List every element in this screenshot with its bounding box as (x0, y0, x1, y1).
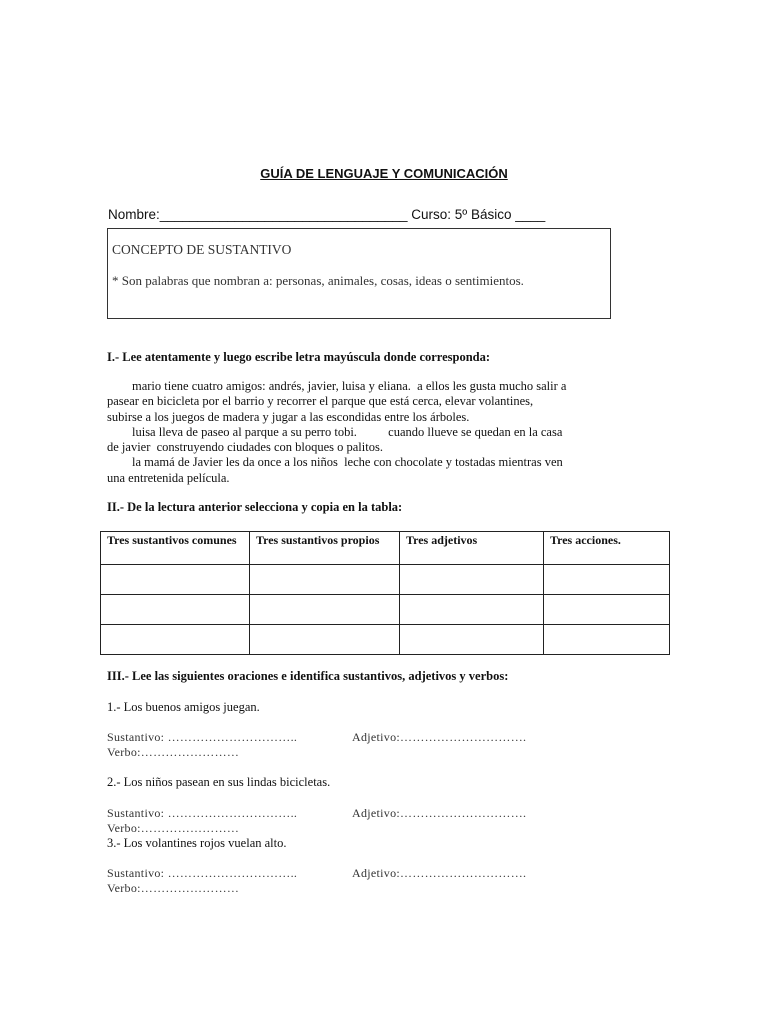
table-cell[interactable] (400, 625, 544, 655)
section1-heading: I.- Lee atentamente y luego escribe letra mayúscula donde corresponda: (107, 350, 491, 364)
reading-line: de javier construyendo ciudades con bloques o palitos. (107, 440, 383, 455)
table-header-cell: Tres sustantivos comunes (101, 532, 250, 565)
table-cell[interactable] (101, 565, 250, 595)
table-header-cell: Tres acciones. (544, 532, 670, 565)
reading-line: subirse a los juegos de madera y jugar a las escondidas entre los árboles. (107, 409, 470, 424)
verbo-answer-2[interactable]: Verbo:…………………… (107, 821, 240, 835)
reading-line: mario tiene cuatro amigos: andrés, javier, luisa y eliana. a ellos les gusta mucho salir a (107, 379, 567, 393)
reading-line: pasear en bicicleta por el barrio y recorrer el parque que está cerca, elevar volantines, (107, 394, 534, 409)
exercise-sentence-2: 2.- Los niños pasean en sus lindas bicicletas. (107, 775, 331, 789)
exercise-sentence-3: 3.- Los volantines rojos vuelan alto. (107, 836, 287, 850)
sustantivo-answer-1[interactable]: Sustantivo: ………………………….. (107, 730, 298, 744)
adjetivo-answer-1[interactable]: Adjetivo:…………………………. (352, 730, 527, 744)
table-row (101, 565, 670, 595)
concept-definition: * Son palabras que nombran a: personas, animales, cosas, ideas o sentimientos. (112, 273, 524, 288)
section3-heading: III.- Lee las siguientes oraciones e identifica sustantivos, adjetivos y verbos: (107, 669, 509, 683)
sustantivo-answer-2[interactable]: Sustantivo: ………………………….. (107, 806, 298, 820)
table-row (101, 625, 670, 655)
table-header-row (101, 532, 670, 565)
sustantivo-answer-3[interactable]: Sustantivo: ………………………….. (107, 866, 298, 880)
table-cell[interactable] (544, 565, 670, 595)
table-cell[interactable] (101, 595, 250, 625)
adjetivo-answer-2[interactable]: Adjetivo:…………………………. (352, 806, 527, 820)
table-cell[interactable] (544, 595, 670, 625)
reading-line: la mamá de Javier les da once a los niños leche con chocolate y tostadas mientras ven (107, 455, 563, 470)
table-row (101, 595, 670, 625)
table-cell[interactable] (250, 565, 400, 595)
adjetivo-answer-3[interactable]: Adjetivo:…………………………. (352, 866, 527, 880)
reading-line: luisa lleva de paseo al parque a su perro tobi. cuando llueve se quedan en la casa (107, 424, 563, 439)
reading-passage (107, 379, 667, 486)
table-header-cell: Tres sustantivos propios (250, 532, 400, 565)
verbo-answer-1[interactable]: Verbo:…………………… (107, 745, 240, 759)
table-cell[interactable] (400, 595, 544, 625)
page-title: GUÍA DE LENGUAJE Y COMUNICACIÓN (260, 166, 508, 181)
answer-table (100, 531, 670, 655)
exercise-sentence-1: 1.- Los buenos amigos juegan. (107, 700, 260, 714)
table-header-cell: Tres adjetivos (400, 532, 544, 565)
section2-heading: II.- De la lectura anterior selecciona y copia en la tabla: (107, 500, 403, 514)
table-cell[interactable] (250, 595, 400, 625)
table-cell[interactable] (101, 625, 250, 655)
verbo-answer-3[interactable]: Verbo:…………………… (107, 881, 240, 895)
name-course-line[interactable]: Nombre:_________________________________ Curso: 5º Básico ____ (108, 207, 546, 222)
concept-title: CONCEPTO DE SUSTANTIVO (112, 242, 292, 257)
table-cell[interactable] (400, 565, 544, 595)
reading-line: una entretenida película. (107, 470, 230, 485)
table-cell[interactable] (544, 625, 670, 655)
table-cell[interactable] (250, 625, 400, 655)
